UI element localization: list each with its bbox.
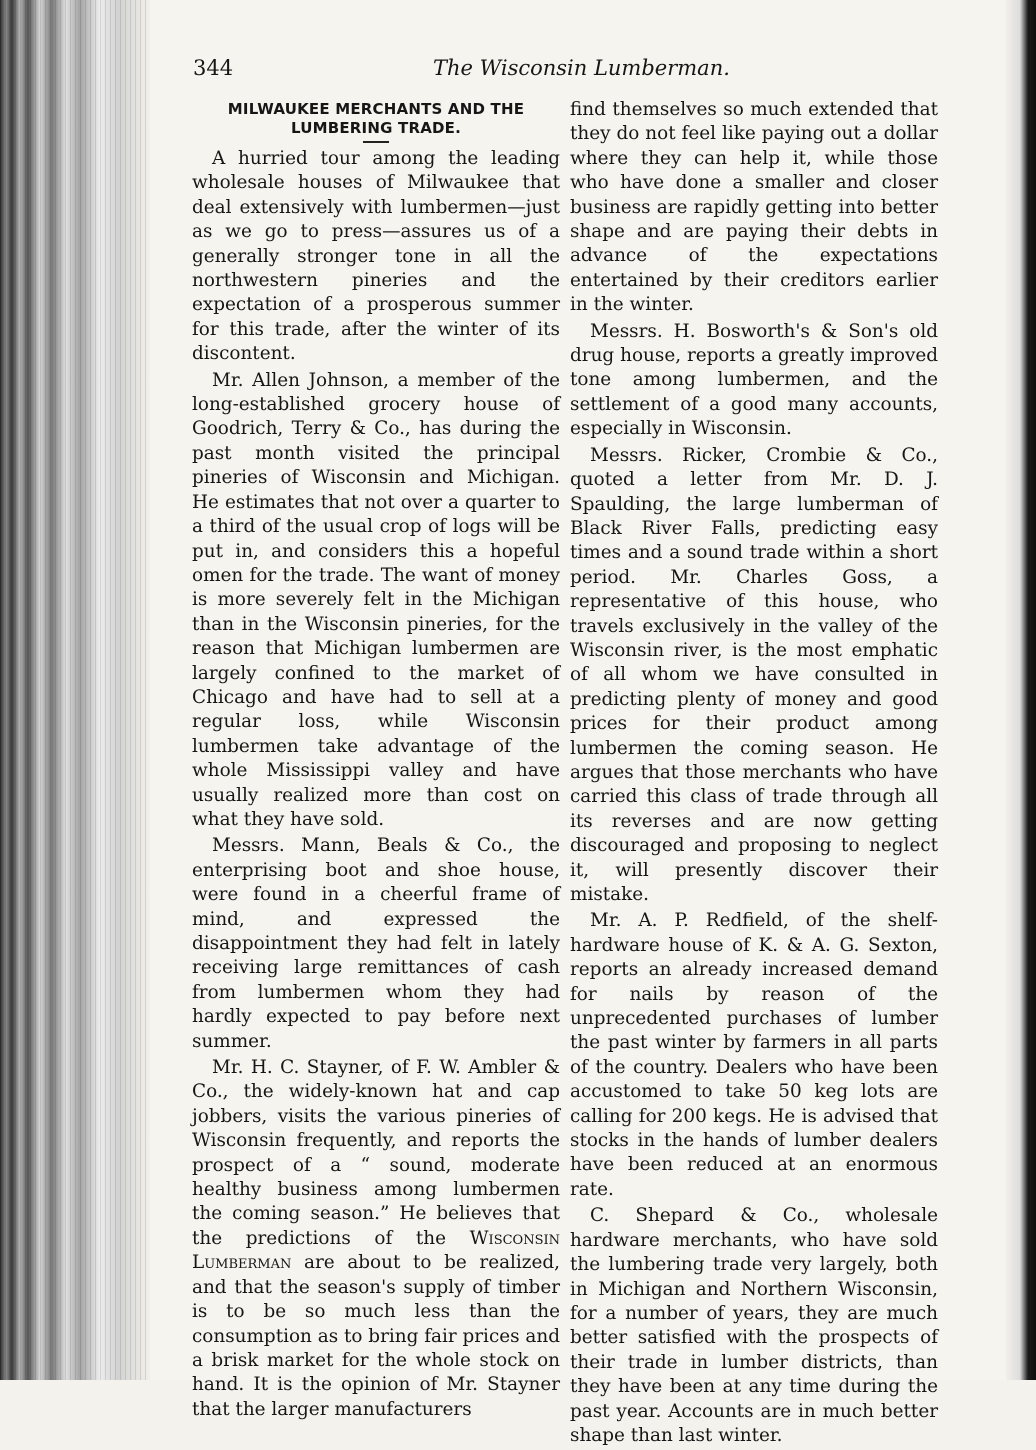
left-column bbox=[192, 98, 560, 1424]
running-title: The Wisconsin Lumberman. bbox=[433, 56, 730, 80]
stayner-text-start: Mr. H. C. Stayner, of F. W. Ambler & Co., the widely-known hat and cap jobbers, visits the various pineries of Wisconsin frequently, and reports the prospect of a “ sound, moderate healthy business among lumbermen the coming season.” He believes that the predictions of the bbox=[192, 1057, 560, 1249]
journal-name: Wisconsin Lumberman bbox=[192, 1227, 560, 1274]
paragraph-bosworth: Messrs. H. Bosworth's & Son's old drug house, reports a greatly improved tone among lumbermen, and the settlement of a good many accounts, especially in Wisconsin. bbox=[570, 320, 938, 440]
page-header bbox=[193, 56, 938, 90]
paragraph-stayner bbox=[192, 1056, 560, 1422]
page-edge-shadow bbox=[1006, 0, 1036, 1380]
paragraph-ricker-crombie: Messrs. Ricker, Crombie & Co., quoted a letter from Mr. D. J. Spaulding, the large lumberman of Black River Falls, predicting easy times and a sound trade within a short period. Mr. Charles Goss, a representative of this house, who travels exclusively in the valley of the Wisconsin river, is the most emphatic of all whom we have consulted in predicting plenty of money and good prices for their product among lumbermen the coming season. He argues that those merchants who have carried this class of trade through all its reverses and are now getting discouraged and proposing to neglect it, will presently discover their mistake. bbox=[570, 444, 938, 905]
binding-texture bbox=[0, 0, 150, 1380]
paragraph-johnson: Mr. Allen Johnson, a member of the long-established grocery house of Goodrich, Terry & Co., has during the past month visited the principal pineries of Wisconsin and Michigan. He estimates that not over a quarter to a third of the usual crop of logs will be put in, and considers this a hopeful omen for the trade. The want of money is more severely felt in the Michigan than in the Wisconsin pineries, for the reason that Michigan lumbermen are largely confined to the market of Chicago and have had to sell at a regular loss, while Wisconsin lumbermen take advantage of the whole Mississippi valley and have usually realized more than cost on what they have sold. bbox=[192, 369, 560, 830]
page-number: 344 bbox=[193, 56, 234, 80]
paragraph-mann-beals: Messrs. Mann, Beals & Co., the enterprising boot and shoe house, were found in a cheerful frame of mind, and expressed the disappointment they had felt in lately receiving large remittances of cash from lumbermen whom they had hardly expected to pay before next summer. bbox=[192, 835, 560, 1052]
stayner-text-end: are about to be realized, and that the season's supply of timber is to be so much less than the consumption as to bring fair prices and a brisk market for the whole stock on hand. It is the opinion of Mr. Stayner that the larger manufacturers bbox=[192, 1252, 560, 1420]
article-headline: MILWAUKEE MERCHANTS AND THE LUMBERING TRADE. bbox=[227, 100, 525, 137]
paragraph-intro: A hurried tour among the leading wholesale houses of Milwaukee that deal extensively with lumbermen—just as we go to press—assures us of a generally stronger tone in all the northwestern pineries and the expectation of a prosperous summer for this trade, after the winter of its discontent. bbox=[192, 148, 560, 365]
paragraph-redfield: Mr. A. P. Redfield, of the shelf-hardware house of K. & A. G. Sexton, reports an already increased demand for nails by reason of the unprecedented purchases of lumber the past winter by farmers in all parts of the country. Dealers who have been accustomed to take 50 keg lots are calling for 200 kegs. He is advised that stocks in the hands of lumber dealers have been reduced at an enormous rate. bbox=[570, 910, 938, 1200]
paragraph-continuation: find themselves so much extended that they do not feel like paying out a dollar where they can help it, while those who have done a smaller and closer business are rapidly getting into better shape and are paying their debts in advance of the expectations entertained by their creditors earlier in the winter. bbox=[570, 99, 938, 316]
headline-rule bbox=[363, 141, 389, 143]
right-column bbox=[570, 98, 938, 1450]
paragraph-shepard: C. Shepard & Co., wholesale hardware merchants, who have sold the lumbering trade very largely, both in Michigan and Northern Wisconsin, for a number of years, they are much better satisfied with the prospects of their trade in lumber districts, than they have been at any time during the past year. Accounts are in much better shape than last winter. bbox=[570, 1205, 938, 1446]
